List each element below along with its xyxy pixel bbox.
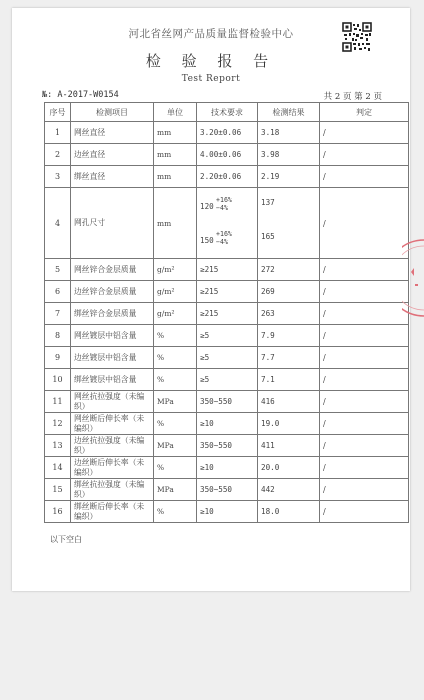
cell-judgement: /: [320, 501, 409, 523]
cell-requirement: ≥10: [197, 501, 258, 523]
table-header-row: [45, 103, 409, 122]
table-row: [45, 347, 409, 369]
cell-seq: 6: [45, 281, 71, 303]
cell-item: 绑丝抗拉强度（未编织）: [71, 479, 154, 501]
cell-result: 411: [258, 435, 320, 457]
cell-judgement: /: [320, 347, 409, 369]
cell-unit: MPa: [154, 391, 197, 413]
cell-seq: 9: [45, 347, 71, 369]
cell-item: 绑丝锌合金层质量: [71, 303, 154, 325]
cell-judgement: /: [320, 325, 409, 347]
table-row: [45, 166, 409, 188]
cell-requirement: ≥5: [197, 347, 258, 369]
table-row: [45, 435, 409, 457]
cell-requirement: 350~550: [197, 479, 258, 501]
cell-seq: 11: [45, 391, 71, 413]
seal-stamp-icon: [402, 238, 424, 318]
cell-item: 边丝断后伸长率（未编织）: [71, 457, 154, 479]
cell-unit: %: [154, 369, 197, 391]
qr-code-icon: [342, 22, 372, 52]
cell-unit: %: [154, 325, 197, 347]
cell-result: 7.9: [258, 325, 320, 347]
org-name: 河北省丝网产品质量监督检验中心: [128, 28, 294, 40]
cell-item: 边丝直径: [71, 144, 154, 166]
table-row: [45, 122, 409, 144]
page-info: 共 2 页 第 2 页: [323, 92, 382, 102]
cell-judgement: /: [320, 369, 409, 391]
cell-seq: 14: [45, 457, 71, 479]
cell-unit: %: [154, 347, 197, 369]
cell-item: 绑丝直径: [71, 166, 154, 188]
cell-judgement: /: [320, 457, 409, 479]
cell-requirement: ≥215: [197, 281, 258, 303]
cell-judgement: /: [320, 259, 409, 281]
cell-requirement: 2.20±0.06: [197, 166, 258, 188]
cell-judgement: /: [320, 435, 409, 457]
cell-item: 网丝断后伸长率（未编织）: [71, 413, 154, 435]
table-row: [45, 369, 409, 391]
req-b-base: 150: [200, 236, 214, 245]
cell-seq: 2: [45, 144, 71, 166]
cell-item: 网孔尺寸: [71, 188, 154, 259]
cell-seq: 12: [45, 413, 71, 435]
cell-requirement: [197, 188, 258, 259]
cell-unit: g/m²: [154, 259, 197, 281]
cell-judgement: /: [320, 188, 409, 259]
req-a-base: 120: [200, 202, 214, 211]
cell-result: 269: [258, 281, 320, 303]
cell-unit: mm: [154, 144, 197, 166]
cell-seq: 4: [45, 188, 71, 259]
cell-requirement: 3.20±0.06: [197, 122, 258, 144]
cell-result: 3.18: [258, 122, 320, 144]
report-number: №: A-2017-W0154: [42, 90, 119, 100]
cell-requirement: 350~550: [197, 391, 258, 413]
cell-seq: 16: [45, 501, 71, 523]
cell-judgement: /: [320, 122, 409, 144]
cell-judgement: /: [320, 413, 409, 435]
header-result: 检测结果: [258, 103, 320, 122]
cell-seq: 5: [45, 259, 71, 281]
cell-result: 7.1: [258, 369, 320, 391]
cell-item: 网丝抗拉强度（未编织）: [71, 391, 154, 413]
cell-result: 416: [258, 391, 320, 413]
cell-unit: %: [154, 501, 197, 523]
cell-requirement: ≥5: [197, 369, 258, 391]
report-title: 检 验 报 告: [145, 52, 277, 70]
report-page: [12, 8, 410, 591]
header-seq: 序号: [45, 103, 71, 122]
cell-item: 边丝锌合金层质量: [71, 281, 154, 303]
cell-unit: g/m²: [154, 281, 197, 303]
cell-item: 绑丝镀层中铝含量: [71, 369, 154, 391]
cell-requirement: ≥10: [197, 413, 258, 435]
cell-requirement: 350~550: [197, 435, 258, 457]
cell-result: 7.7: [258, 347, 320, 369]
table-row: [45, 281, 409, 303]
cell-result: 19.0: [258, 413, 320, 435]
cell-item: 绑丝断后伸长率（未编织）: [71, 501, 154, 523]
cell-result: 442: [258, 479, 320, 501]
cell-judgement: /: [320, 303, 409, 325]
cell-result: 2.19: [258, 166, 320, 188]
cell-judgement: /: [320, 281, 409, 303]
cell-unit: %: [154, 457, 197, 479]
cell-seq: 1: [45, 122, 71, 144]
cell-unit: g/m²: [154, 303, 197, 325]
cell-seq: 13: [45, 435, 71, 457]
results-table: [44, 102, 409, 523]
cell-unit: mm: [154, 188, 197, 259]
cell-seq: 7: [45, 303, 71, 325]
cell-item: 网丝直径: [71, 122, 154, 144]
cell-result: [258, 188, 320, 259]
cell-unit: %: [154, 413, 197, 435]
cell-result: 20.0: [258, 457, 320, 479]
report-title-en: Test Report: [181, 74, 241, 84]
req-b-tolerance: +16% −4%: [216, 230, 232, 246]
cell-seq: 10: [45, 369, 71, 391]
cell-requirement: ≥5: [197, 325, 258, 347]
header-requirement: 技术要求: [197, 103, 258, 122]
cell-result: 272: [258, 259, 320, 281]
cell-result: 18.0: [258, 501, 320, 523]
req-a-tolerance: +16% −4%: [216, 196, 232, 212]
result-b: 165: [261, 232, 275, 241]
cell-unit: mm: [154, 166, 197, 188]
table-row: [45, 303, 409, 325]
cell-requirement: ≥215: [197, 303, 258, 325]
cell-unit: MPa: [154, 435, 197, 457]
table-row: [45, 413, 409, 435]
table-row: [45, 259, 409, 281]
cell-judgement: /: [320, 391, 409, 413]
table-row: [45, 188, 409, 259]
result-a: 137: [261, 198, 275, 207]
cell-seq: 3: [45, 166, 71, 188]
table-row: [45, 391, 409, 413]
cell-item: 网丝镀层中铝含量: [71, 325, 154, 347]
cell-unit: mm: [154, 122, 197, 144]
cell-result: 3.98: [258, 144, 320, 166]
cell-seq: 8: [45, 325, 71, 347]
cell-requirement: ≥10: [197, 457, 258, 479]
blank-note: 以下空白: [50, 535, 82, 544]
header-judgement: 判定: [320, 103, 409, 122]
table-row: [45, 325, 409, 347]
cell-unit: MPa: [154, 479, 197, 501]
table-row: [45, 457, 409, 479]
cell-requirement: 4.00±0.06: [197, 144, 258, 166]
cell-requirement: ≥215: [197, 259, 258, 281]
cell-item: 边丝镀层中铝含量: [71, 347, 154, 369]
header-item: 检测项目: [71, 103, 154, 122]
cell-item: 网丝锌合金层质量: [71, 259, 154, 281]
table-row: [45, 144, 409, 166]
cell-judgement: /: [320, 166, 409, 188]
cell-seq: 15: [45, 479, 71, 501]
cell-result: 263: [258, 303, 320, 325]
cell-item: 边丝抗拉强度（未编织）: [71, 435, 154, 457]
table-row: [45, 501, 409, 523]
cell-judgement: /: [320, 144, 409, 166]
cell-judgement: /: [320, 479, 409, 501]
table-row: [45, 479, 409, 501]
header-unit: 单位: [154, 103, 197, 122]
